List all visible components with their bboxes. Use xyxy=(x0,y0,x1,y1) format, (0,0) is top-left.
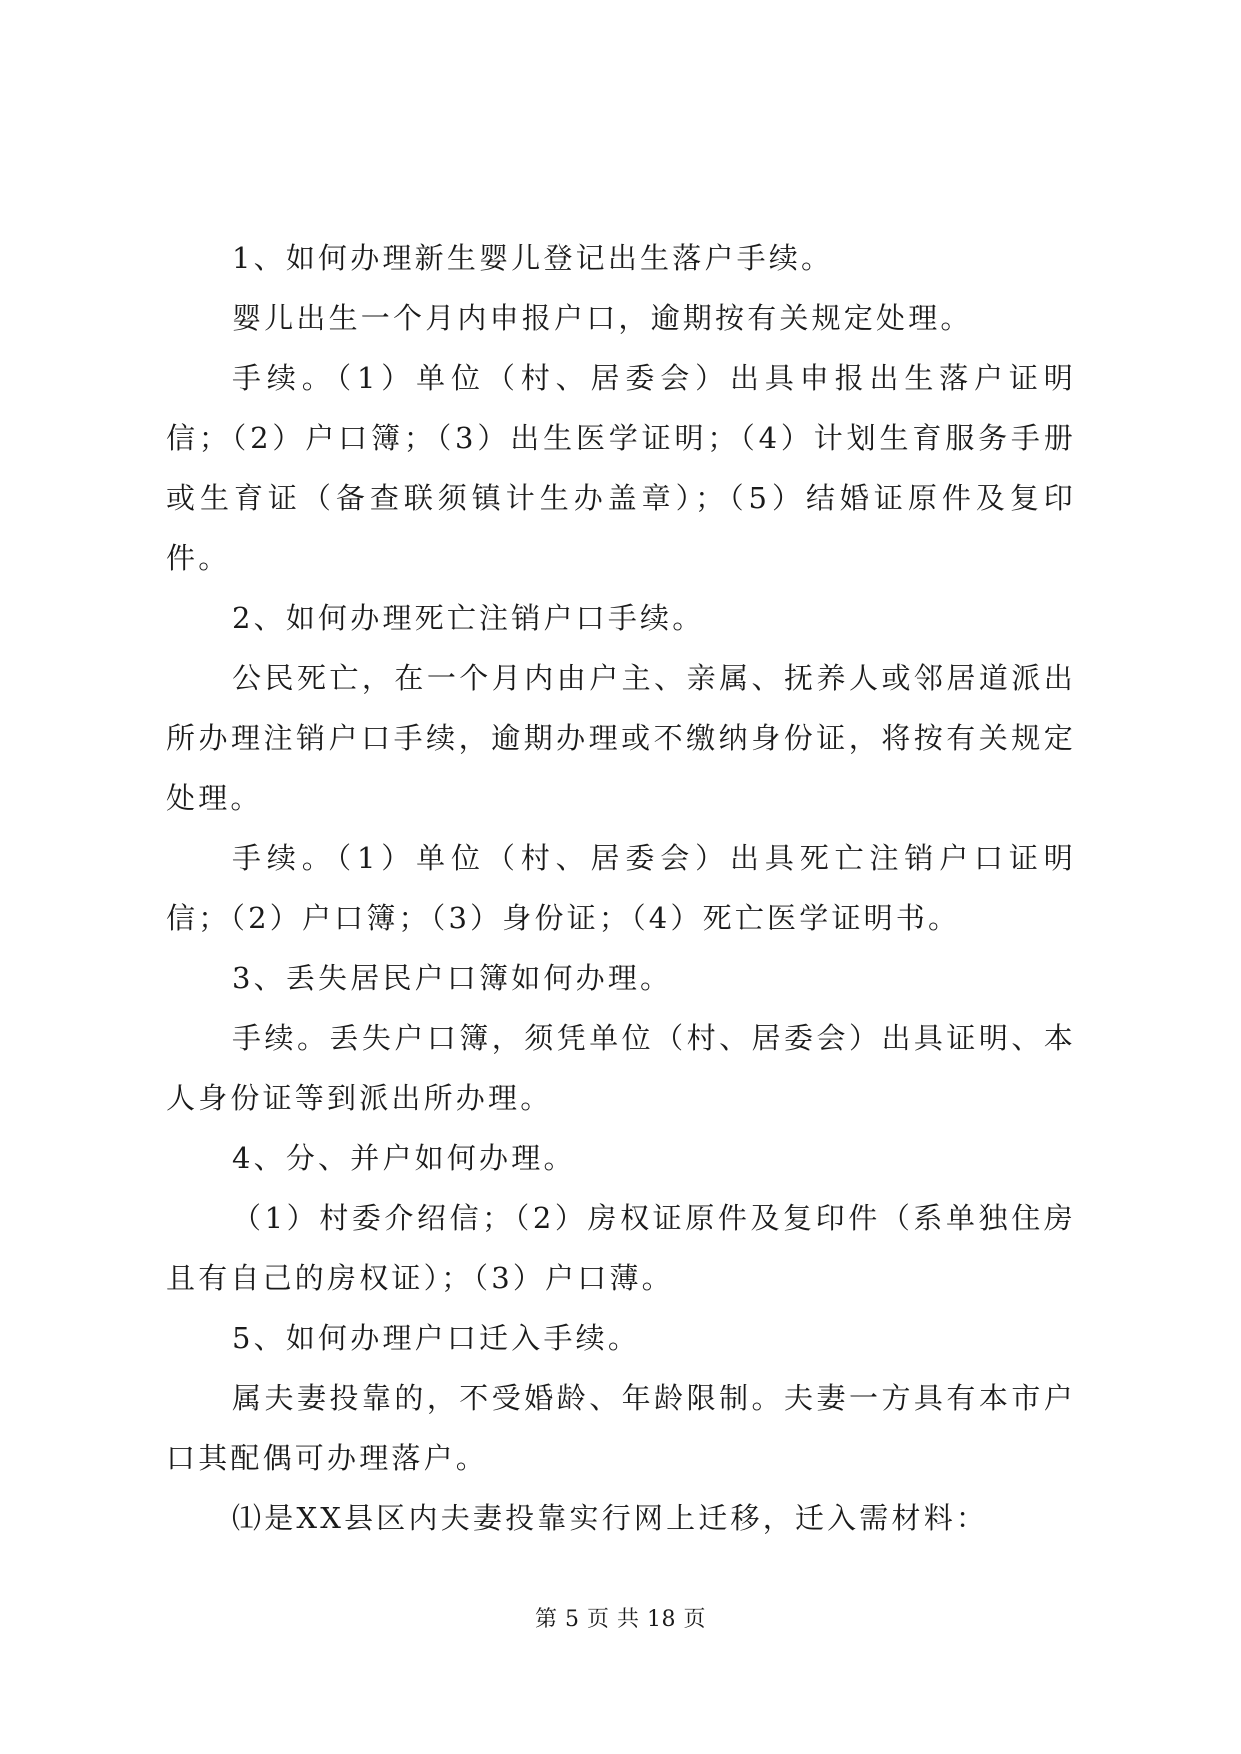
heading-item-3: 3、丢失居民户口簿如何办理。 xyxy=(232,961,673,995)
paragraph: 公民死亡，在一个月内由户主、亲属、抚养人或邻居道派出所办理注销户口手续，逾期办理或不缴纳身份证，将按有关规定处理。 xyxy=(166,661,1076,815)
paragraph: 属夫妻投靠的，不受婚龄、年龄限制。夫妻一方具有本市户口其配偶可办理落户。 xyxy=(166,1381,1076,1475)
heading-item-4: 4、分、并户如何办理。 xyxy=(232,1141,576,1175)
heading-item-1: 1、如何办理新生婴儿登记出生落户手续。 xyxy=(232,241,834,275)
page-number-footer: 第 5 页 共 18 页 xyxy=(535,1607,706,1632)
paragraph: 婴儿出生一个月内申报户口，逾期按有关规定处理。 xyxy=(232,301,973,335)
paragraph: 手续。丢失户口簿，须凭单位（村、居委会）出具证明、本人身份证等到派出所办理。 xyxy=(166,1021,1076,1115)
paragraph: 手续。（1）单位（村、居委会）出具死亡注销户口证明信；（2）户口簿；（3）身份证；（4）死亡医学证明书。 xyxy=(166,841,1076,935)
paragraph: （1）村委介绍信；（2）房权证原件及复印件（系单独住房且有自己的房权证）；（3）户口薄。 xyxy=(166,1201,1076,1295)
heading-item-5: 5、如何办理户口迁入手续。 xyxy=(232,1321,641,1355)
document-body xyxy=(166,228,1076,1548)
heading-item-2: 2、如何办理死亡注销户口手续。 xyxy=(232,601,705,635)
paragraph: ⑴是XX县区内夫妻投靠实行网上迁移，迁入需材料： xyxy=(232,1501,989,1535)
paragraph: 手续。（1）单位（村、居委会）出具申报出生落户证明信；（2）户口簿；（3）出生医学证明；（4）计划生育服务手册或生育证（备查联须镇计生办盖章）；（5）结婚证原件及复印件。 xyxy=(166,361,1076,575)
